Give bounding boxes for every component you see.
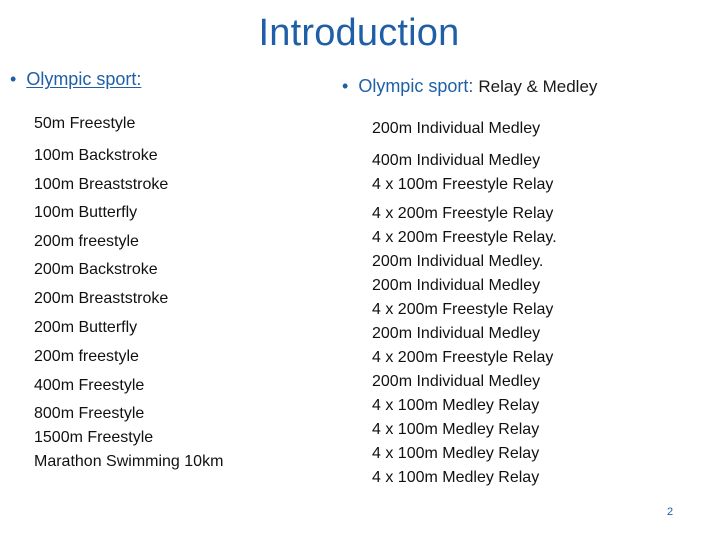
slide-title: Introduction	[258, 12, 460, 54]
list-item: 200m freestyle	[34, 233, 139, 250]
list-item: 100m Breaststroke	[34, 176, 169, 193]
list-item: 4 x 200m Freestyle Relay	[372, 205, 554, 222]
list-item: 200m Individual Medley	[372, 373, 541, 390]
list-item: 4 x 200m Freestyle Relay.	[372, 229, 557, 246]
list-item: 200m freestyle	[34, 348, 139, 365]
list-item: 4 x 200m Freestyle Relay	[372, 301, 554, 318]
right-column-heading	[342, 74, 597, 99]
right-heading-suffix: Relay & Medley	[478, 77, 598, 96]
left-column-heading	[10, 67, 141, 91]
list-item: Marathon Swimming 10km	[34, 453, 224, 470]
list-item: 800m Freestyle	[34, 405, 145, 422]
list-item: 100m Butterfly	[34, 204, 138, 221]
list-item: 4 x 200m Freestyle Relay	[372, 349, 554, 366]
list-item: 200m Individual Medley	[372, 277, 541, 294]
bullet-icon: •	[342, 76, 349, 96]
list-item: 4 x 100m Freestyle Relay	[372, 176, 554, 193]
list-item: 400m Freestyle	[34, 377, 145, 394]
left-heading-text: Olympic sport:	[26, 69, 142, 89]
list-item: 200m Individual Medley	[372, 325, 541, 342]
page-number: 2	[667, 506, 674, 518]
list-item: 4 x 100m Medley Relay	[372, 469, 540, 486]
list-item: 200m Backstroke	[34, 261, 158, 278]
bullet-icon: •	[10, 69, 17, 89]
list-item: 200m Individual Medley	[372, 120, 541, 137]
list-item: 1500m Freestyle	[34, 429, 154, 446]
list-item: 200m Individual Medley.	[372, 253, 544, 270]
list-item: 200m Butterfly	[34, 319, 138, 336]
right-heading-text: Olympic sport:	[358, 76, 474, 96]
list-item: 4 x 100m Medley Relay	[372, 445, 540, 462]
list-item: 200m Breaststroke	[34, 290, 169, 307]
list-item: 400m Individual Medley	[372, 152, 541, 169]
list-item: 50m Freestyle	[34, 115, 136, 132]
list-item: 4 x 100m Medley Relay	[372, 421, 540, 438]
list-item: 4 x 100m Medley Relay	[372, 397, 540, 414]
list-item: 100m Backstroke	[34, 147, 158, 164]
